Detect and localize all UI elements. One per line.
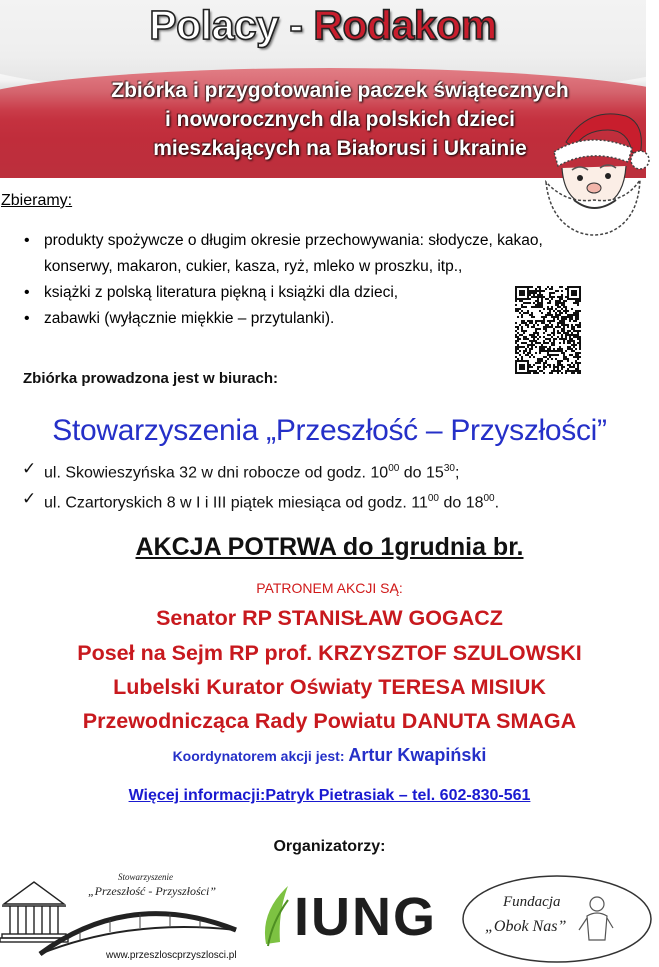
coordinator-line — [0, 745, 659, 766]
list-item: • produkty spożywcze o długim okresie przechowywania: słodycze, kakao, — [18, 228, 658, 254]
leaf-icon — [258, 882, 298, 952]
deadline-notice: AKCJA POTRWA do 1grudnia br. — [135, 533, 524, 561]
collect-heading: Zbieramy: — [1, 192, 73, 209]
list-item: • zabawki (wyłącznie miękkie – przytulanki). — [18, 306, 658, 332]
fundacja-logo: Fundacja „Obok Nas” — [461, 874, 653, 964]
coordinator-name: Artur Kwapiński — [348, 745, 487, 765]
subtitle-line: Zbiórka i przygotowanie paczek świątecznych — [111, 79, 569, 102]
organizers-heading: Organizatorzy: — [273, 838, 386, 855]
patron-name: Lubelski Kurator Oświaty TERESA MISIUK — [113, 675, 546, 699]
list-item: • książki z polską literatura piękną i książki dla dzieci, — [18, 280, 658, 306]
address-item: ✓ ul. Skowieszyńska 32 w dni robocze od godz. $10^{00}$ do $15^{30}$; — [22, 456, 499, 486]
list-item-continuation: konserwy, makaron, cukier, kasza, ryż, mleko w proszku, itp., — [44, 258, 463, 275]
association-name: Stowarzyszenia „Przeszłość – Przyszłości” — [52, 414, 607, 447]
offices-heading: Zbiórka prowadzona jest w biurach: — [23, 370, 279, 387]
subtitle-line: mieszkających na Białorusi i Ukrainie — [153, 137, 527, 160]
more-info-link[interactable]: Więcej informacji:Patryk Pietrasiak – tel. 602-830-561 — [128, 787, 531, 804]
address-item: ✓ ul. Czartoryskich 8 w I i III piątek miesiąca od godz. $11^{00}$ do $18^{00}$. — [22, 486, 499, 516]
patron-name: Poseł na Sejm RP prof. KRZYSZTOF SZULOWSKI — [77, 641, 582, 665]
association-url: www.przeszloscprzyszlosci.pl — [106, 950, 237, 961]
association-logo: Stowarzyszenie „Przeszłość - Przyszłości” www.przeszloscprzyszlosci.pl — [0, 868, 250, 964]
patrons-heading: PATRONEM AKCJI SĄ: — [256, 580, 403, 596]
checkmark-icon: ✓ — [22, 489, 37, 509]
checkmark-icon: ✓ — [22, 459, 37, 478]
qr-code-icon — [515, 286, 581, 374]
patron-name: Senator RP STANISŁAW GOGACZ — [156, 606, 503, 630]
patron-name: Przewodnicząca Rady Powiatu DANUTA SMAGA — [82, 709, 577, 733]
address-list — [22, 456, 499, 517]
poster-title: Polacy - Rodakom — [149, 2, 497, 48]
coordinator-label: Koordynatorem akcji jest: — [172, 748, 349, 764]
subtitle-line: i noworocznych dla polskich dzieci — [164, 108, 516, 131]
santa-claus-icon — [528, 108, 656, 238]
iung-logo: IUNG — [258, 882, 448, 952]
